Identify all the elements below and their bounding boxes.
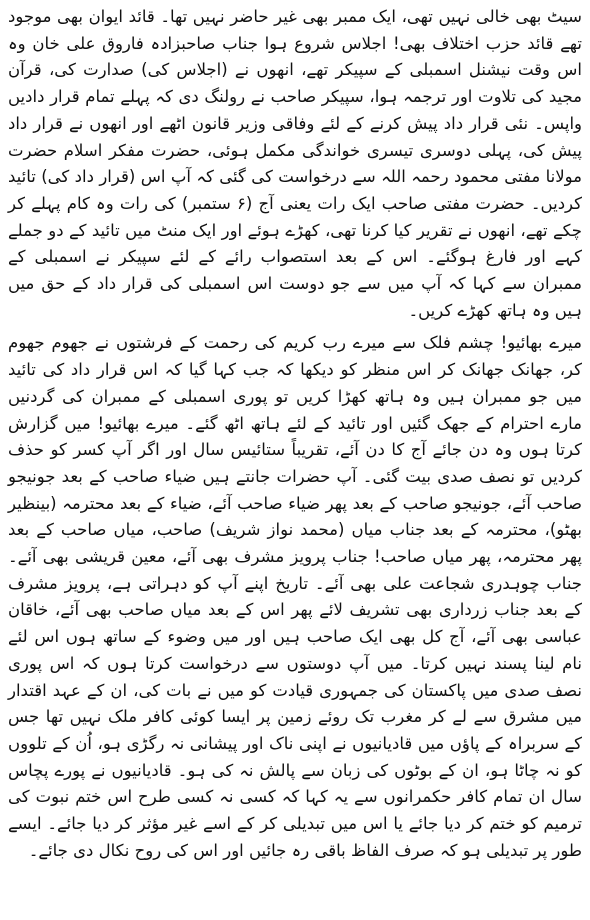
paragraph-assembly-session: سیٹ بھی خالی نہیں تھی، ایک ممبر بھی غیر حاضر نہیں تھا۔ قائد ایوان بھی موجود تھے قائد حزب اختلاف بھی! اجلاس شروع ہوا جناب صاحبزادہ فاروق علی خان وہ اس وقت نیشنل اسمبلی کے سپیکر تھے، انھوں نے (اجلاس کی) صدارت کی، قرآن مجید کی تلاوت اور ترجمہ ہوا، سپیکر صاحب نے رولنگ دی کہ پہلے تمام قرار دادیں واپس۔ نئی قرار داد پیش کرنے کے لئے وفاقی وزیر قانون اٹھے اور انھوں نے قرار داد پیش کی، پہلی دوسری تیسری خواندگی مکمل ہوئی، حضرت مفکر اسلام حضرت مولانا مفتی محمود رحمہ اللہ سے درخواست کی گئی کہ آپ اس (قرار داد کی) تائید کردیں۔ حضرت مفتی صاحب ایک رات یعنی آج (۶ ستمبر) کی رات وہ کام پہلے کر چکے تھے، انھوں نے تقریر کیا کرنا تھی، کھڑے ہوئے اور ایک منٹ میں تائید کے دو جملے کہے اور فارغ ہوگئے۔ اس کے بعد استصواب رائے کے لئے سپیکر نے اسمبلی کے ممبران سے کہا کہ آپ میں سے جو دوست اس اسمبلی کی قرار داد کے حق میں ہیں وہ ہاتھ کھڑے کریں۔	[8, 7, 582, 320]
paragraph-brothers-address: میرے بھائیو! چشم فلک سے میرے رب کریم کی رحمت کے فرشتوں نے جھوم جھوم کر، جھانک جھانک کر اس منظر کو دیکھا کہ جب کہا گیا کہ اس قرار داد کی تائید میں جو ممبران ہیں وہ ہاتھ کھڑا کریں تو پوری اسمبلی کے ممبران کی گردنیں مارے احترام کے جھک گئیں اور تائید کے لئے ہاتھ اٹھ گئے۔ میرے بھائیو! میں گزارش کرتا ہوں وہ دن جائے آج کا دن آئے، تقریباً ستائیس سال اور اگر آپ کسر کو حذف کردیں تو نصف صدی بیت گئی۔ آپ حضرات جانتے ہیں ضیاء صاحب کے بعد جونیجو صاحب آئے، جونیجو صاحب کے بعد پھر ضیاء صاحب آئے، ضیاء کے بعد محترمہ (بینظیر بھٹو)، محترمہ کے بعد جناب میاں (محمد نواز شریف) صاحب، میاں صاحب کے بعد پھر محترمہ، پھر میاں صاحب! جناب پرویز مشرف بھی آئے، معین قریشی بھی آئے۔ جناب چوہدری شجاعت علی بھی آئے۔ تاریخ اپنے آپ کو دہراتی ہے، پرویز مشرف کے بعد جناب زرداری بھی تشریف لائے پھر اس کے بعد میاں صاحب بھی آئے، خاقان عباسی بھی آئے، آج کل بھی ایک صاحب ہیں اور میں وضوء کے ساتھ ہوں اس لئے نام لینا پسند نہیں کرتا۔ میں آپ دوستوں سے درخواست کرتا ہوں کہ اس پوری نصف صدی میں پاکستان کی جمہوری قیادت کو میں نے بات کی، ان کے عہد اقتدار میں مشرق سے لے کر مغرب تک روئے زمین پر ایسا کوئی کافر ملک نہیں تھا جس کے سربراہ کے پاؤں میں قادیانیوں نے اپنی ناک اور پیشانی نہ رگڑی ہو، اُن کے تلووں کو نہ چاٹا ہو، ان کے بوٹوں کی زبان سے پالش نہ کی ہو۔ قادیانیوں نے پورے پچاس سال ان تمام کافر حکمرانوں سے یہ کہا کہ کسی نہ کسی طرح اس ختم نبوت کی ترمیم کو ختم کر دیا جائے یا اس میں تبدیلی کر کے اسے غیر مؤثر کر دیا جائے۔ ایسے طور پر تبدیلی ہو کہ صرف الفاظ باقی رہ جائیں اور اس کی روح نکال دی جائے۔	[8, 333, 582, 860]
